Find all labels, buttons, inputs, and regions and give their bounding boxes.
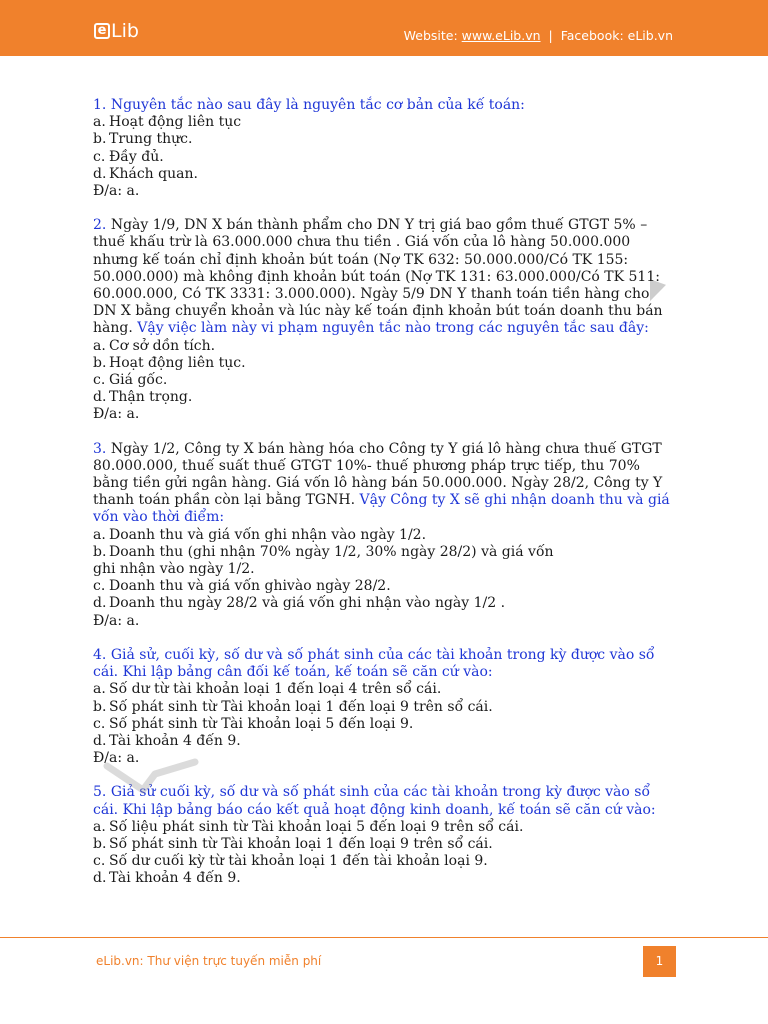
question-2 [93,217,673,423]
question-number: 4. [93,646,107,663]
option-a: a. Số liệu phát sinh từ Tài khoản loại 5 đến loại 9 trên sổ cái. [93,818,524,835]
option-c: c. Doanh thu và giá vốn ghivào ngày 28/2. [93,578,391,595]
question-stem: Nguyên tắc nào sau đây là nguyên tắc cơ bản của kế toán: [110,97,525,113]
page-header [0,0,768,56]
option-b: b. Doanh thu (ghi nhận 70% ngày 1/2, 30% ngày 28/2) và giá vốn [93,543,554,560]
footer-text: eLib.vn: Thư viện trực tuyến miễn phí [96,954,322,968]
question-5 [93,784,673,887]
question-text: Ngày 1/2, Công ty X bán hàng hóa cho Công ty Y giá lô hàng chưa thuế GTGT 80.000.000, thuế suất thuế GTGT 10%- thuế phương pháp trực tiếp, thu 70% bằng tiền gửi ngân hàng. Giá vốn lô hàng bán 50.000.000. Ngày 28/2, Công ty Y thanh toán phần còn lại bằng TGNH. [93,440,663,509]
question-text: Ngày 1/9, DN X bán thành phẩm cho DN Y trị giá bao gồm thuế GTGT 5% – thuế khấu trừ là 63.000.000 chưa thu tiền . Giá vốn của lô hàng 50.000.000 nhưng kế toán chỉ định khoản bút toán (Nợ TK 632: 50.000.000/Có TK 155: 50.000.000) mà không định khoản bút toán (Nợ TK 131: 63.000.000/Có TK 511: 60.000.000, Có TK 3331: 3.000.000). Ngày 5/9 DN Y thanh toán tiền hàng cho DN X bằng chuyển khoản và lúc này kế toán định khoản bút toán doanh thu bán hàng. [93,217,663,337]
question-number: 1. [93,97,107,113]
option-c: c. Giá gốc. [93,372,168,389]
option-b: b. Hoạt động liên tục. [93,354,246,371]
option-b: b. Số phát sinh từ Tài khoản loại 1 đến loại 9 trên sổ cái. [93,698,493,715]
option-a: a. Cơ sở dồn tích. [93,337,216,354]
website-link[interactable]: www.eLib.vn [461,28,541,43]
logo-e-icon: e [94,23,110,39]
question-stem: Giả sử, cuối kỳ, số dư và số phát sinh của các tài khoản trong kỳ được vào sổ cái. Khi lập bảng cân đối kế toán, kế toán sẽ căn cứ vào: [93,646,655,681]
option-d: d. Doanh thu ngày 28/2 và giá vốn ghi nhận vào ngày 1/2 . [93,595,506,612]
answer: Đ/a: a. [93,406,140,423]
option-b: b. Số phát sinh từ Tài khoản loại 1 đến loại 9 trên sổ cái. [93,835,493,852]
question-stem: Giả sử cuối kỳ, số dư và số phát sinh của các tài khoản trong kỳ được vào sổ cái. Khi lập bảng báo cáo kết quả hoạt động kinh doanh, kế toán sẽ căn cứ vào: [93,784,656,818]
question-number: 5. [93,784,107,801]
option-d: d. Khách quan. [93,165,198,182]
question-number: 2. [93,217,107,234]
header-separator: | [548,28,553,43]
website-label: Website: [403,28,462,43]
answer: Đ/a: a. [93,612,140,629]
facebook-link[interactable]: Facebook: eLib.vn [560,28,673,43]
header-links [404,27,673,45]
option-a: a. Hoạt động liên tục [93,114,242,131]
watermark-logo-icon [103,756,201,796]
option-c: c. Đầy đủ. [93,148,164,165]
answer: Đ/a: a. [93,183,140,200]
option-d: d. Tài khoản 4 đến 9. [93,870,241,887]
question-3 [93,441,673,630]
option-b: b. Trung thực. [93,131,193,148]
page-number: 1 [643,946,676,977]
option-c: c. Số phát sinh từ Tài khoản loại 5 đến loại 9. [93,715,414,732]
option-a: a. Số dư từ tài khoản loại 1 đến loại 4 trên sổ cái. [93,681,442,698]
elib-logo[interactable] [94,20,139,42]
logo-text: Lib [111,20,139,42]
option-b-continued: ghi nhận vào ngày 1/2. [93,561,255,578]
option-a: a. Doanh thu và giá vốn ghi nhận vào ngày 1/2. [93,526,427,543]
answer: Đ/a: a. [93,750,140,767]
question-stem: Vậy việc làm này vi phạm nguyên tắc nào trong các nguyên tắc sau đây: [137,320,649,337]
option-d: d. Tài khoản 4 đến 9. [93,732,241,749]
question-number: 3. [93,440,107,457]
question-4 [93,647,673,767]
option-c: c. Số dư cuối kỳ từ tài khoản loại 1 đến tài khoản loại 9. [93,853,488,870]
option-d: d. Thận trọng. [93,389,193,406]
footer-divider [0,937,768,938]
question-stem: Vậy Công ty X sẽ ghi nhận doanh thu và giá vốn vào thời điểm: [93,492,670,526]
question-1 [93,97,673,200]
